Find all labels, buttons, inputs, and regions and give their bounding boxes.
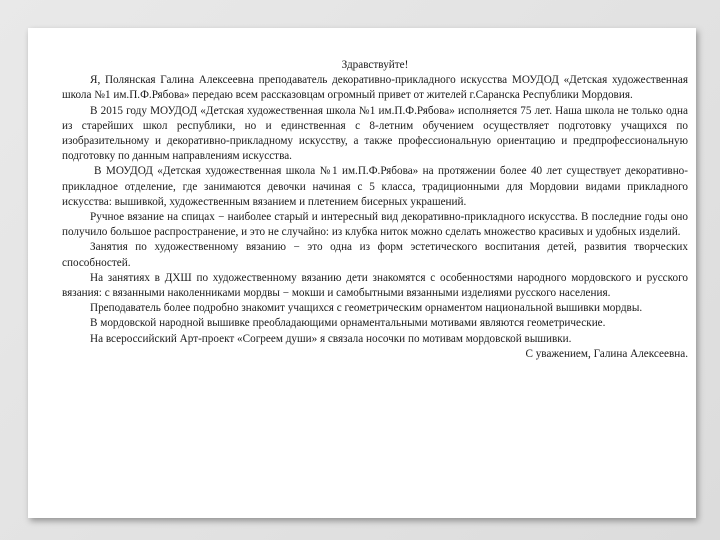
letter-body <box>62 58 688 362</box>
letter-paragraph-2: В 2015 году МОУДОД «Детская художественная школа №1 им.П.Ф.Рябова» исполняется 75 лет. Наша школа не только одна из старейших школ республики, но и единственная с 8-летним обучением осуществляет подготовку учащихся по изобразительному и декоративно-прикладному искусству, а также профессиональную ориентацию и предпрофессиональную подготовку по данным направлениям искусства. <box>62 104 688 163</box>
letter-paragraph-8: В мордовской народной вышивке преобладающими орнаментальными мотивами являются геометрические. <box>90 317 606 330</box>
letter-paragraph-9: На всероссийский Арт-проект «Согреем души» я связала носочки по мотивам мордовской вышивки. <box>90 332 572 345</box>
letter-greeting: Здравствуйте! <box>341 59 409 71</box>
letter-paragraph-5: Занятия по художественному вязанию − это одна из форм эстетического воспитания детей, развития творческих способностей. <box>62 241 688 269</box>
letter-paragraph-3: В МОУДОД «Детская художественная школа №1 им.П.Ф.Рябова» на протяжении более 40 лет существует декоративно-прикладное отделение, где занимаются девочки начиная с 5 класса, традиционными для Мордовии видами прикладного искусства: вышивкой, художественным вязанием и плетением бисерных украшений. <box>62 165 688 208</box>
letter-signature: С уважением, Галина Алексеевна. <box>525 347 688 360</box>
letter-paragraph-6: На занятиях в ДХШ по художественному вязанию дети знакомятся с особенностями народного мордовского и русского вязания: с вязанными наколенниками мордвы − мокши и самобытными вязанными изделиями русского населения. <box>62 271 688 300</box>
document-page <box>28 28 696 518</box>
letter-paragraph-1: Я, Полянская Галина Алексеевна преподаватель декоративно-прикладного искусства МОУДОД «Детская художественная школа №1 им.П.Ф.Рябова» передаю всем рассказовцам огромный привет от жителей г.Саранска Республики Мордовия. <box>62 74 688 102</box>
letter-paragraph-4: Ручное вязание на спицах − наиболее старый и интересный вид декоративно-прикладного искусства. В последние годы оно получило большое распространение, и это не случайно: из клубка ниток можно сделать множество красивых и удобных изделий. <box>62 211 688 239</box>
letter-paragraph-7: Преподаватель более подробно знакомит учащихся с геометрическим орнаментом национальной вышивки мордвы. <box>90 302 643 315</box>
